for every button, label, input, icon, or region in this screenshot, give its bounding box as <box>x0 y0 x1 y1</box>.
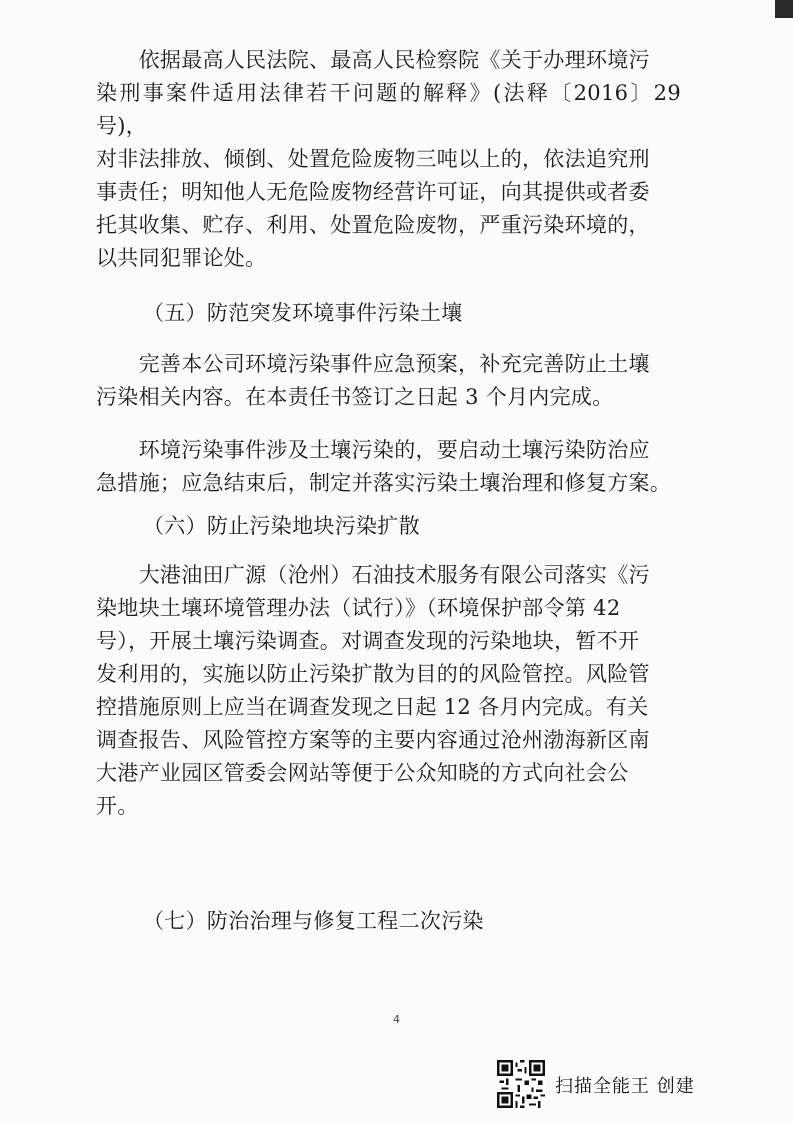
watermark-text: 扫描全能王 创建 <box>555 1076 695 1097</box>
text-line: 对非法排放、倾倒、处置危险废物三吨以上的，依法追究刑 <box>96 147 650 171</box>
scanner-watermark <box>497 1060 757 1110</box>
text-line: 调查报告、风险管控方案等的主要内容通过沧州渤海新区南 <box>96 728 650 752</box>
text-line: 染刑事案件适用法律若干问题的解释》(法释〔2016〕29 号)， <box>96 81 681 138</box>
text-line: 以共同犯罪论处。 <box>96 246 267 270</box>
scan-corner-mark <box>775 0 793 18</box>
paragraph-emergency-measures <box>96 434 681 500</box>
text-line: 托其收集、贮存、利用、处置危险废物，严重污染环境的， <box>96 213 650 237</box>
text-line: 污染相关内容。在本责任书签订之日起 3 个月内完成。 <box>96 385 614 409</box>
text-line: 发利用的，实施以防止污染扩散为目的的风险管控。风险管 <box>96 662 650 686</box>
page-number: 4 <box>393 1013 400 1026</box>
text-line: 控措施原则上应当在调查发现之日起 12 各月内完成。有关 <box>96 695 649 719</box>
text-line: 环境污染事件涉及土壤污染的，要启动土壤污染防治应 <box>96 438 650 462</box>
paragraph-emergency-plan <box>96 348 681 414</box>
section-heading-5: （五）防范突发环境事件污染土壤 <box>143 301 463 325</box>
text-line: 开。 <box>96 794 139 818</box>
paragraph-contaminated-land <box>96 559 681 823</box>
text-line: 完善本公司环境污染事件应急预案，补充完善防止土壤 <box>96 352 650 376</box>
paragraph-legal-basis <box>96 44 681 275</box>
text-line: 大港产业园区管委会网站等便于公众知晓的方式向社会公 <box>96 761 629 785</box>
text-line: 号），开展土壤污染调查。对调查发现的污染地块，暂不开 <box>96 629 640 653</box>
text-line: 依据最高人民法院、最高人民检察院《关于办理环境污 <box>96 48 650 72</box>
text-line: 染地块土壤环境管理办法（试行）》（环境保护部令第 42 <box>96 596 621 620</box>
text-line: 急措施；应急结束后，制定并落实污染土壤治理和修复方案。 <box>96 471 672 495</box>
section-heading-6: （六）防止污染地块污染扩散 <box>143 514 420 538</box>
qr-code-icon <box>497 1060 545 1108</box>
section-heading-7: （七）防治治理与修复工程二次污染 <box>143 909 484 933</box>
text-line: 大港油田广源（沧州）石油技术服务有限公司落实《污 <box>96 563 650 587</box>
text-line: 事责任；明知他人无危险废物经营许可证，向其提供或者委 <box>96 180 650 204</box>
